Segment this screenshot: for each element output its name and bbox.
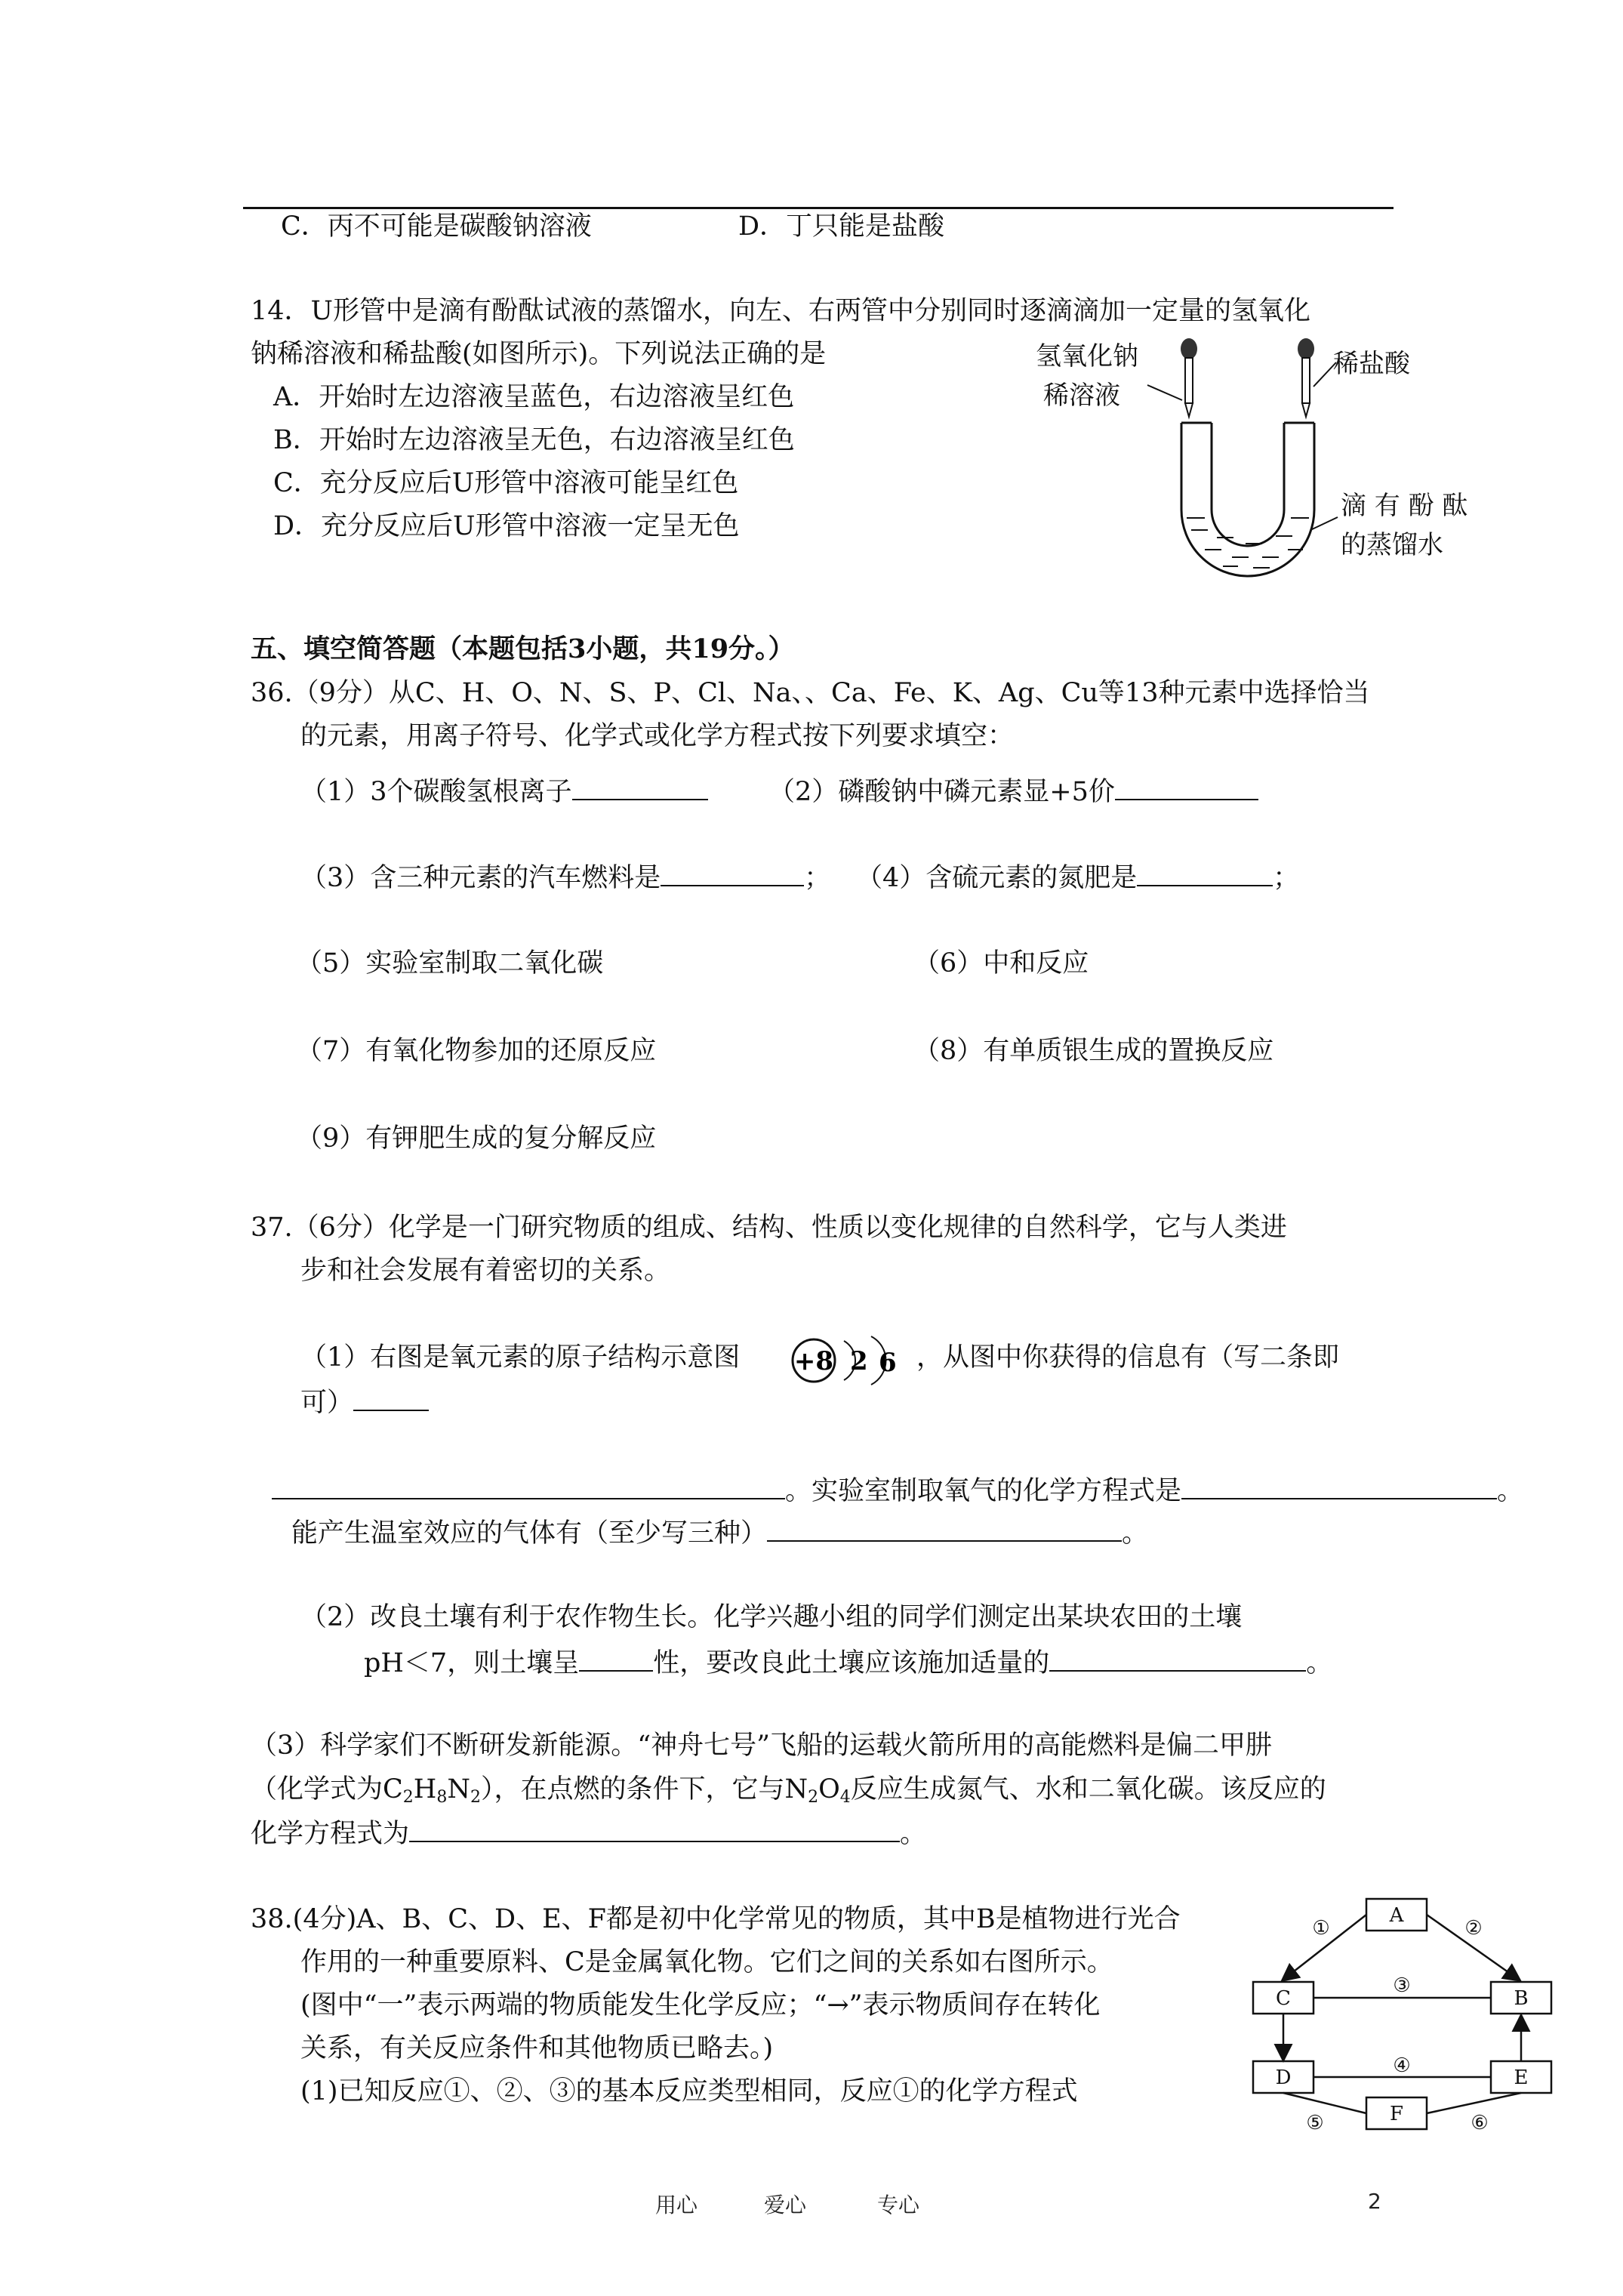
u-tube-diagram <box>1132 332 1359 589</box>
answer-blank[interactable] <box>1115 773 1258 800</box>
mark-2: ② <box>1464 1917 1483 1940</box>
q38-part-1: (1)已知反应①、②、③的基本反应类型相同，反应①的化学方程式 <box>300 2076 1078 2106</box>
q36-part-1: （1）3个碳酸氢根离子 <box>300 773 708 809</box>
mark-6: ⑥ <box>1471 2112 1489 2134</box>
q37-part-1-c: 可） <box>300 1384 429 1419</box>
atom-shell-2-label: 6 <box>879 1348 897 1378</box>
page-number: 2 <box>1368 2189 1381 2214</box>
answer-blank[interactable] <box>1137 859 1273 886</box>
q38-stem-4: 关系，有关反应条件和其他物质已略去。) <box>300 2033 774 2063</box>
q36-part-8: （8）有单质银生成的置换反应 <box>913 1036 1274 1066</box>
answer-blank[interactable] <box>1049 1644 1306 1672</box>
q38-stem-2: 作用的一种重要原料、C是金属氧化物。它们之间的关系如右图所示。 <box>300 1947 1113 1977</box>
q37-line-2: 。实验室制取氧气的化学方程式是 。 <box>272 1472 1523 1508</box>
fig-label-naoh-1: 氢氧化钠 <box>1036 341 1138 371</box>
mark-4: ④ <box>1393 2054 1411 2077</box>
q14-option-a: A．开始时左边溶液呈蓝色，右边溶液呈红色 <box>273 382 795 412</box>
q36-part-7: （7）有氧化物参加的还原反应 <box>296 1036 657 1066</box>
fig-label-water-1: 滴 有 酚 酞 <box>1341 491 1468 521</box>
node-e: E <box>1514 2066 1529 2089</box>
q14-stem-1: 14．U形管中是滴有酚酞试液的蒸馏水，向左、右两管中分别同时逐滴滴加一定量的氢氧化 <box>251 296 1311 326</box>
q36-stem-1: 36.（9分）从C、H、O、N、S、P、Cl、Na、、Ca、Fe、K、Ag、Cu等13种元素中选择恰当 <box>251 678 1370 708</box>
node-f: F <box>1389 2103 1404 2125</box>
relation-diagram <box>1246 1888 1563 2137</box>
q14-option-d: D．充分反应后U形管中溶液一定呈无色 <box>273 511 740 541</box>
q37-part-1-a: （1）右图是氧元素的原子结构示意图 <box>300 1342 741 1373</box>
q37-line-3: 能产生温室效应的气体有（至少写三种） 。 <box>291 1515 1148 1550</box>
q36-part-9: （9）有钾肥生成的复分解反应 <box>296 1123 657 1154</box>
q36-stem-2: 的元素，用离子符号、化学式或化学方程式按下列要求填空： <box>300 721 1015 751</box>
q36-part-3: （3）含三种元素的汽车燃料是 ； <box>300 859 830 895</box>
answer-blank[interactable] <box>572 773 708 800</box>
footer-mid: 爱心 <box>764 2193 807 2217</box>
q14-option-c: C．充分反应后U形管中溶液可能呈红色 <box>273 468 739 498</box>
q37-part-2-a: （2）改良土壤有利于农作物生长。化学兴趣小组的同学们测定出某块农田的土壤 <box>300 1602 1243 1632</box>
oxygen-atom-diagram <box>788 1327 924 1395</box>
atom-shell-1-label: 2 <box>850 1346 868 1376</box>
dropper-left-icon <box>1181 338 1197 417</box>
q36-part-4: （4）含硫元素的氮肥是 ； <box>856 859 1299 895</box>
option-c-prev: C．丙不可能是碳酸钠溶液 <box>281 211 592 242</box>
answer-blank[interactable] <box>579 1644 653 1672</box>
fig-label-hcl: 稀盐酸 <box>1333 349 1410 379</box>
node-d: D <box>1275 2066 1292 2089</box>
q37-stem-1: 37.（6分）化学是一门研究物质的组成、结构、性质以变化规律的自然科学，它与人类进 <box>251 1213 1287 1243</box>
q36-part-2: （2）磷酸钠中磷元素显+5价 <box>768 773 1258 809</box>
q36-part-6: （6）中和反应 <box>913 948 1089 978</box>
q37-part-3-a: （3）科学家们不断研发新能源。“神舟七号”飞船的运载火箭所用的高能燃料是偏二甲肼 <box>251 1730 1273 1761</box>
answer-blank[interactable] <box>661 859 804 886</box>
answer-blank[interactable] <box>1181 1472 1497 1499</box>
node-b: B <box>1514 1987 1529 2010</box>
mark-5: ⑤ <box>1306 2112 1324 2134</box>
q14-option-b: B．开始时左边溶液呈无色，右边溶液呈红色 <box>273 425 795 455</box>
node-a: A <box>1389 1904 1404 1927</box>
q37-part-1-b: ，从图中你获得的信息有（写二条即 <box>916 1342 1340 1373</box>
answer-blank[interactable] <box>353 1384 429 1411</box>
option-d-prev: D．丁只能是盐酸 <box>738 211 945 242</box>
q38-stem-3: (图中“一”表示两端的物质能发生化学反应；“→”表示物质间存在转化 <box>300 1990 1101 2020</box>
answer-blank[interactable] <box>272 1472 785 1499</box>
top-rule <box>243 207 1394 209</box>
footer-right: 专心 <box>877 2193 920 2217</box>
mark-3: ③ <box>1393 1974 1411 1997</box>
mark-1: ① <box>1312 1917 1330 1940</box>
q38-stem-1: 38.(4分)A、B、C、D、E、F都是初中化学常见的物质，其中B是植物进行光合 <box>251 1904 1181 1934</box>
q37-part-3-b: （化学式为$C_2H_8N_2$），在点燃的条件下，它与$N_2O_4$反应生成氮气、水和二氧化碳。该反应的 <box>251 1774 1326 1807</box>
q14-stem-2: 钠稀溶液和稀盐酸(如图所示)。下列说法正确的是 <box>251 339 827 369</box>
section-title: 五、填空简答题（本题包括3小题，共19分。） <box>251 633 795 664</box>
fig-label-naoh-2: 稀溶液 <box>1043 381 1120 411</box>
q37-part-2-b: pH＜7，则土壤呈 性，要改良此土壤应该施加适量的 。 <box>364 1644 1332 1680</box>
atom-nucleus-label: +8 <box>793 1346 834 1376</box>
footer-left: 用心 <box>655 2193 698 2217</box>
answer-blank[interactable] <box>767 1515 1122 1542</box>
answer-blank[interactable] <box>409 1815 900 1842</box>
q37-stem-2: 步和社会发展有着密切的关系。 <box>300 1256 671 1286</box>
dropper-right-icon <box>1298 338 1314 417</box>
q37-part-3-c: 化学方程式为 。 <box>251 1815 926 1851</box>
fig-label-water-2: 的蒸馏水 <box>1341 530 1443 560</box>
node-c: C <box>1276 1987 1291 2010</box>
q36-part-5: （5）实验室制取二氧化碳 <box>296 948 604 978</box>
